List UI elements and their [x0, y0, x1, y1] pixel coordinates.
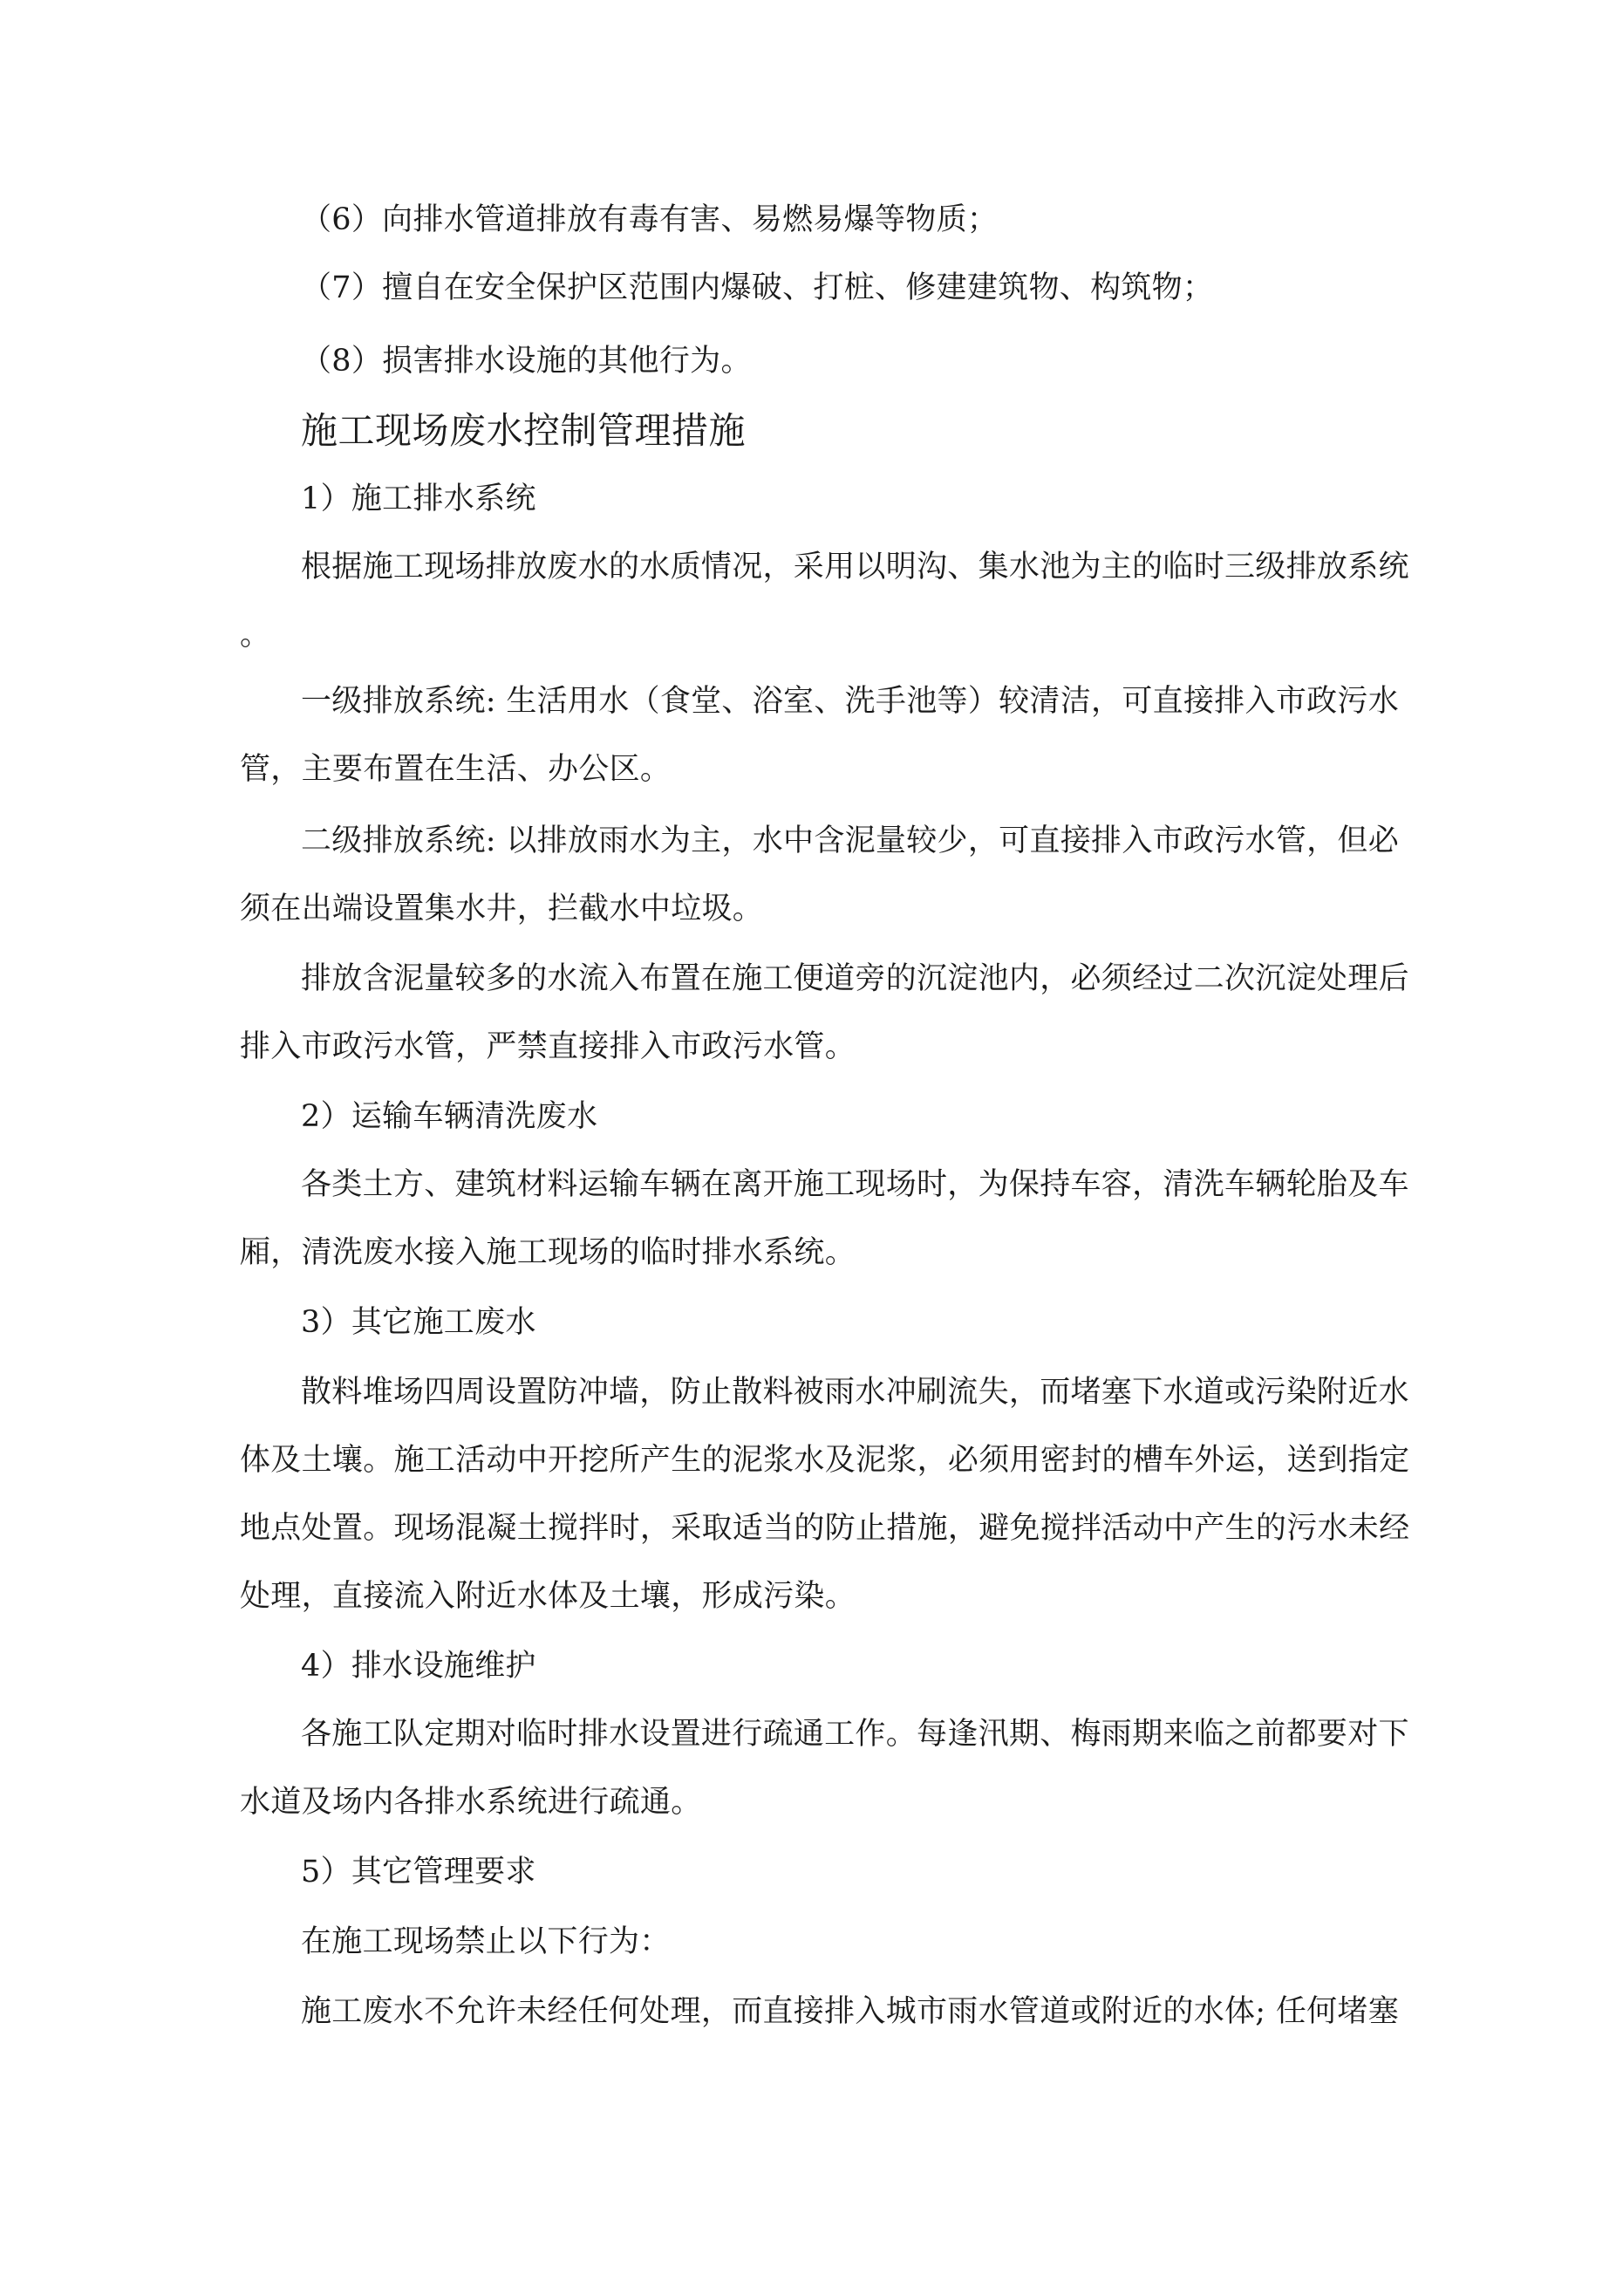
section-heading: 施工现场废水控制管理措施	[301, 409, 747, 452]
paragraph-line: 根据施工现场排放废水的水质情况，采用以明沟、集水池为主的临时三级排放系统	[301, 550, 1409, 584]
paragraph-line: 排入市政污水管，严禁直接排入市政污水管。	[240, 1029, 856, 1064]
paragraph-line: 施工废水不允许未经任何处理，而直接排入城市雨水管道或附近的水体; 任何堵塞	[301, 1994, 1400, 2029]
paragraph-line: 一级排放系统: 生活用水（食堂、浴室、洗手池等）较清洁，可直接排入市政污水	[301, 684, 1400, 719]
list-item-6: （6）向排水管道排放有毒有害、易燃易爆等物质；	[301, 202, 999, 237]
paragraph-line: 各施工队定期对临时排水设置进行疏通工作。每逢汛期、梅雨期来临之前都要对下	[301, 1717, 1409, 1752]
paragraph-line: 处理，直接流入附近水体及土壤，形成污染。	[240, 1579, 856, 1614]
list-item-8: （8）损害排水设施的其他行为。	[301, 344, 752, 379]
paragraph-line: 排放含泥量较多的水流入布置在施工便道旁的沉淀池内，必须经过二次沉淀处理后	[301, 961, 1409, 996]
paragraph-line: 。	[240, 618, 271, 653]
paragraph-line: 二级排放系统: 以排放雨水为主，水中含泥量较少，可直接排入市政污水管，但必	[301, 823, 1400, 858]
paragraph-line: 管，主要布置在生活、办公区。	[240, 752, 672, 787]
list-item-7: （7）擅自在安全保护区范围内爆破、打桩、修建建筑物、构筑物；	[301, 270, 1214, 305]
paragraph-line: 须在出端设置集水井，拦截水中垃圾。	[240, 892, 764, 926]
subheading-2: 2）运输车辆清洗废水	[301, 1099, 598, 1134]
paragraph-line: 在施工现场禁止以下行为：	[301, 1924, 671, 1959]
paragraph-line: 地点处置。现场混凝土搅拌时，采取适当的防止措施，避免搅拌活动中产生的污水未经	[240, 1511, 1410, 1546]
paragraph-line: 散料堆场四周设置防冲墙，防止散料被雨水冲刷流失，而堵塞下水道或污染附近水	[301, 1375, 1409, 1410]
subheading-1: 1）施工排水系统	[301, 482, 536, 516]
paragraph-line: 各类土方、建筑材料运输车辆在离开施工现场时，为保持车容，清洗车辆轮胎及车	[301, 1167, 1409, 1202]
paragraph-line: 体及土壤。施工活动中开挖所产生的泥浆水及泥浆，必须用密封的槽车外运，送到指定	[240, 1443, 1410, 1478]
subheading-3: 3）其它施工废水	[301, 1305, 536, 1340]
paragraph-line: 厢，清洗废水接入施工现场的临时排水系统。	[240, 1235, 856, 1270]
subheading-5: 5）其它管理要求	[301, 1855, 536, 1889]
paragraph-line: 水道及场内各排水系统进行疏通。	[240, 1785, 702, 1820]
subheading-4: 4）排水设施维护	[301, 1649, 536, 1684]
